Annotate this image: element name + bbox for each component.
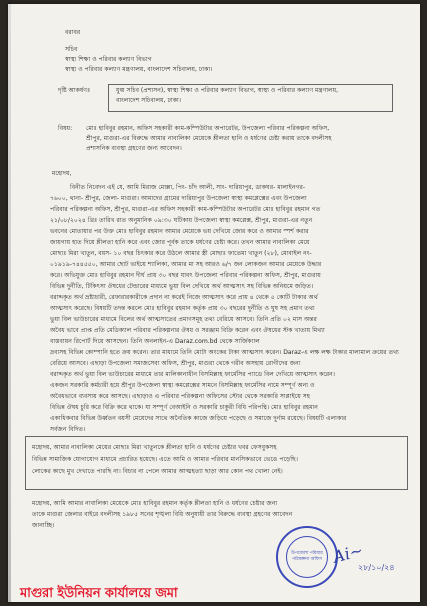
p1-line: বাস্তবায়ন রিপোর্ট দিয়ে আসছেন। তিনি অনলাইন-এ Daraz.com.bd থেকে সার্জিক্যাল [50,338,260,345]
p3-line: জানাচ্ছি। [32,522,55,529]
attention-line-2: বাংলাদেশ সচিবালয়, ঢাকা। [116,97,181,104]
p2-line: বিভিন্ন সামাজিক যোগাযোগ মাধ্যমে প্রচারিত হয়েছে। এতে আমি ও আমার পরিবার মানসিকভাবে ভেঙে পড়েছি। [32,456,298,463]
p1-line: করে। অভিযুক্ত মোঃ হাবিবুর রহমান দীর্ঘ প্রায় ৩০ বছর যাবৎ উপজেলা পরিবার পরিকল্পনা অফিস, শ্রীপুর, মাগুরায় [50,272,321,279]
subject-label: বিষয়: [58,125,73,132]
recipient-title: সচিব [65,46,78,53]
p3-line: তাকে মাগুরা জেলার বাইরে বদলীসহ ১৯৮৫ সনের শৃঙ্খলা বিধি অনুযায়ী তার বিরুদ্ধে ব্যবস্থা গ্রহণের আবেদন [32,511,293,518]
p1-line: সর্বজন বিদিত। [50,426,86,433]
p1-line: বরাদ্দকৃত অর্থ ভুয়া বিল ভাউচারের মাধ্যমে তার মালিকানাধীন বিসমিল্লাহ ফার্মেসির প্যাডে বিল দেখিয়ে আত্মসাৎ করেন। [50,371,335,378]
p1-line: বিভিন্ন ঔষধ চুরি করে বিক্রি করে থাকে। যা সম্পূর্ণ বেআইনি ও সরকারি চাকুরী বিধি পরিপন্থি। মোঃ হাবিবুর রহমান [50,404,318,411]
stamp-inner-ring [286,536,328,578]
greeting: মহোদয়, [52,170,72,177]
subject-line-3: প্রশাসনিক ব্যবস্থা গ্রহণের জন্য আবেদন। [86,145,182,152]
p1-line: অবৈধভাবে ব্যবসায় করে আসছে। এছাড়াও এ পরিবার পরিকল্পনা অফিসের স্টোর থেকে সরকারি সাপ্লাইয়ে সহ [50,393,310,400]
signature-date: ২৮/১০/২৪ [358,563,395,572]
p1-line: ২১/০৮/২০২৪ খ্রিঃ তারিখ রাত অনুমানিক ০৯:৩০ ঘটিকায় উপজেলা স্বাস্থ্য কমপ্লেক্স, শ্রীপুর, মাগুরা-এর নতুন [50,217,313,224]
attention-label: দৃষ্টি আকর্ষণঃ [58,87,91,94]
official-stamp [276,526,338,588]
p1-line: জায়গায় হাত দিয়ে শ্লীলতা হানি করে এবং জোর পূর্বক তাকে ধর্ষণের চেষ্টা করে। তখন আমার নাবালিকা মেয়ে [50,239,310,246]
page-edge [8,4,11,602]
p1-line: ৭৬০০, থানা- শ্রীপুর, জেলা- মাগুরা। আমাদের গ্রামের দারিয়াপুর উপজেলা স্বাস্থ্য কমপ্লেক্সের এবং উপজেলা [50,195,307,202]
p1-line: আত্মসাৎ করেছে। বিষয়টি তদন্ত করলে মোঃ হাবিবুর রহমান কর্তৃক প্রায় ৩০ বছরের দুর্নীতি ও ঘুষ সহ প্রমাণ তথ্য [50,305,315,312]
p1-line: দ্রব্যসহ বিভিন্ন কোম্পানি হতে ক্রয় করেন। তার মাধ্যমে তিনি মোটা অংকের টাকা আত্মসাৎ করেন। Daraz-এ লক্ষ লক্ষ টাকার মালামাল ক্রয়ের তথ্য [50,349,399,356]
p1-line: মোছাঃ মিরা খাতুন, বয়স- ১০ বছর চিৎকার করে উঠলে আমার স্ত্রী মোছাঃ ফাতেমা খাতুন (২৮), মোবাইল নং- [50,250,312,257]
submission-banner: মাগুরা ইউনিয়ন কার্যালয়ে জমা [14,586,253,602]
letter-page [8,4,420,602]
signature: Ai~ [331,540,366,567]
p1-line: ভবনের মোতায়ার পর উক্ত মোঃ হাবিবুর রহমান আমার মেয়েকে ভয় দেখিয়ে জোর করে ও আমার স্পর্শ করার [50,228,309,235]
p2-line: মহোদয়, আমার নাবালিকা মেয়ের মোছাঃ মিরা খাতুনকে শ্লীলতা হানি ও ধর্ষণের চেষ্টার খবর ফেসবুকসহ [32,444,277,451]
p1-line: বিভিন্ন দুর্নীতি, টিকিৎসা ঔষধের টেন্ডারের মাধ্যমে ভুয়া বিল দেখিয়ে অর্থ আত্মসাৎ সহ বিভিন্ন অনিয়মে জড়িত। [50,283,314,290]
p1-line: অবৈধ ভাবে প্রাপ্ত প্রতি মেডিক্যাল পরিবার পরিকল্পনার ঔষধ ও সরঞ্জাম বিক্রি করেন এবং ঔষধের স্টক খাতায় মিথ্যা [50,327,325,334]
subject-line-2: শ্রীপুর, মাগুরা-এর বিরুদ্ধে আমার নাবালিকা মেয়েকে শ্লীলতা হানি ও ধর্ষণের চেষ্টা করায় তাকে বদলীসহ [86,135,332,142]
p2-line: লোকের কাছে মুখ দেখাতে পারছি না। বিচার না পেলে আমার আত্মহত্যা ছাড়া আর কোন পথ খোলা নেই। [32,468,283,475]
p1-line: বিনীত নিবেদন এই যে, আমি মিরাজ মোল্লা, পিং- চাঁদ আলী, সাং- দারিয়াপুর, ডাকঘর- মালাইনগর- [70,184,306,191]
p1-line: ভুয়া বিল ভাউচারের মাধ্যমে বিলের অর্থ আত্মসাতের প্রমাণসমূহ তথ্য বেরিয়ে আসবে। তিনি প্রতি ০২ মাস অন্তর [50,316,317,323]
p1-line: একজন সরকারি কর্মচারী হয়ে শ্রীপুর উপজেলা স্বাস্থ্য কমপ্লেক্সের সামনে বিসমিল্লাহ ফার্মেসির নামে সম্পূর্ণ অন্য ও [50,382,315,389]
recipient-ministry: স্বাস্থ্য ও পরিবার কল্যাণ মন্ত্রণালয়, বাংলাদেশ সচিবালয়, ঢাকা। [65,66,213,73]
attention-line-1: যুগ্ম সচিব (প্রশাসন), স্বাস্থ্য শিক্ষা ও পরিবার কল্যাণ বিভাগ, স্বাস্থ্য ও পরিবার কল্যাণ মন্ত্রণালয়, [116,87,339,94]
p3-line: মহোদয়, আমি আমার নাবালিকা মেয়েকে মোঃ হাবিবুর রহমান কর্তৃক শ্লীলতা হানি ও ধর্ষণের চেষ্টার জন্য [32,500,278,507]
salutation: বরাবর [65,29,81,36]
stamp-text: উপজেলা পরিবার পরিকল্পনা অফিস [291,551,323,562]
p1-line: ০১৯১৯-৭৪৪৫৫০, আমার ছোট ভাইয়ে শ্যালিকা, আমার মা সহ আরও ৬/৭ জন লোকজন আমার মেয়েকে উদ্ধার [50,261,322,268]
p1-line: বরাদ্দকৃত অর্থ ভ্রষ্টাচারী, রেফারারকারীকে প্রদান না করেই নিজে আত্মসাৎ করে প্রায় ৪ থেকে ৫ কোটি টাকার অর্থ [50,294,318,301]
p1-line: পরিবার পরিকল্পনা অফিস, শ্রীপুর, মাগুরা-এর অফিস সহকারী কাম-কম্পিউটার অপারেটর মোঃ হাবিবুর রহমান গত [50,206,321,213]
recipient-division: স্বাস্থ্য শিক্ষা ও পরিবার কল্যাণ বিভাগ [65,56,152,63]
p1-line: একাধিকবার বিভিন্ন উর্ধ্বতন বয়সী মেয়েদের সাথে অনৈতিক কাজে জড়িয়ে পড়েছে ও সমাজে দুর্নাম রয়েছে। বিষয়টি এলাকার [50,415,347,422]
p1-line: বেরিয়ে আসবে। এছাড়া উপজেলা সমাজসেবা অফিস, শ্রীপুর, মাগুরা থেকে গরীব অসহায় রোগীদের জন্য [50,360,301,367]
subject-line-1: মোঃ হাবিবুর রহমান, অফিস সহকারী কাম-কম্পিউটার অপারেটর, উপজেলা পরিবার পরিকল্পনা অফিস, [86,125,330,132]
